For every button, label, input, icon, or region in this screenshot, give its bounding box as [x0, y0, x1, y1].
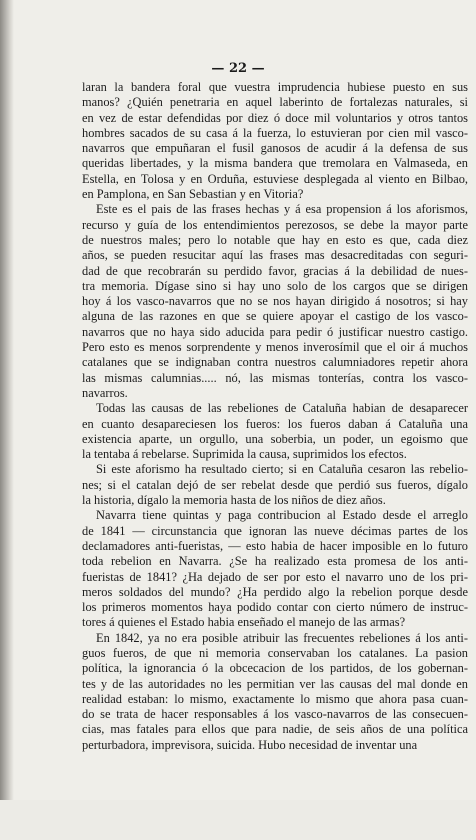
text-line: política, la ignorancia ó la obcecacion de los partidos, de los gobernan- — [82, 661, 468, 676]
text-line: los primeros momentos haya podido contar con cierto número de instruc- — [82, 600, 468, 615]
text-line: navarros. — [82, 385, 128, 400]
text-line: Todas las causas de las rebeliones de Cataluña habian de desaparecer — [96, 401, 468, 416]
text-line: navarros que no haya sido aducida para pedir ó justificar nuestro castigo. — [82, 324, 468, 339]
text-line: cias, mas fatales para ellos que para nadie, de seis años de una política — [82, 722, 468, 737]
text-line: dad de que recobrarán su perdido favor, gracias á la debilidad de nues- — [82, 263, 468, 278]
paragraph — [82, 462, 468, 508]
paragraph — [82, 202, 468, 401]
text-line: manos? ¿Quién penetraria en aquel laberinto de fortalezas naturales, si — [82, 95, 468, 110]
bottom-margin — [0, 800, 476, 840]
text-line: realidad estaban: lo mismo, exactamente lo mismo que ahora pasa cuan- — [82, 691, 468, 706]
paragraph — [82, 631, 468, 753]
text-line: la historia, dígalo la memoria hasta de los niños de diez años. — [82, 493, 386, 508]
text-line: en cuanto desapareciesen los fueros: los fueros daban á Cataluña una — [82, 416, 468, 431]
text-line: Este es el pais de las frases hechas y á esa propension á los aforismos, — [96, 202, 468, 217]
text-line: nes; si el catalan dejó de ser rebelat desde que perdió sus fueros, dígalo — [82, 477, 468, 492]
text-line: en vez de estar defendidas por diez ó doce mil voluntarios y otros tantos — [82, 110, 468, 125]
text-line: do se trata de hacer responsables á los vasco-navarros de las consecuen- — [82, 707, 468, 722]
text-line: existencia aparte, un orgullo, una soberbia, un poder, un egoismo que — [82, 431, 468, 446]
text-line: de 1841 — circunstancia que ignoran las nueve décimas partes de los — [82, 523, 468, 538]
text-line: toda rebelion en Navarra. ¿Se ha realizado esta promesa de los anti- — [82, 554, 468, 569]
text-line: tra memoria. Dígase sino si hay uno solo de los cargos que se dirigen — [82, 278, 468, 293]
paragraph — [82, 80, 468, 202]
text-line: tores á quienes el Estado habia enseñado el manejo de las armas? — [82, 615, 406, 630]
text-line: años, se pueden resucitar aquí las frases mas desacreditadas con seguri- — [82, 248, 468, 263]
text-line: tes y de las autoridades no les permitian ver las causas del mal donde en — [82, 676, 468, 691]
text-line: hombres sacados de su casa á la fuerza, lo estuvieran por cien mil vasco- — [82, 125, 468, 140]
text-line: las mismas calumnias..... nó, las mismas tonterías, contra los vasco- — [82, 370, 468, 385]
text-line: navarros que empuñaran el fusil ganosos de acudir á la defensa de sus — [82, 141, 468, 156]
text-line: alguna de las razones en que se quiere apoyar el castigo de los vasco- — [82, 309, 468, 324]
text-line: perturbadora, imprevisora, suicida. Hubo necesidad de inventar una — [82, 737, 418, 752]
text-line: recurso y guía de los entendimientos perezosos, se debe la mayor parte — [82, 217, 468, 232]
text-line: En 1842, ya no era posible atribuir las frecuentes rebeliones á los anti- — [96, 630, 468, 645]
text-line: laran la bandera foral que vuestra imprudencia hubiese puesto en sus — [82, 80, 468, 94]
text-line: Si este aforismo ha resultado cierto; si en Cataluña cesaron las rebelio- — [96, 462, 468, 477]
page-gutter-shadow — [0, 0, 14, 840]
paragraph — [82, 508, 468, 630]
text-line: Navarra tiene quintas y paga contribucion al Estado desde el arreglo — [96, 508, 468, 523]
body-text — [82, 80, 468, 753]
text-line: guos fueros, de que ni memoria conservaban los catalanes. La pasion — [82, 645, 468, 660]
text-line: Estella, en Tolosa y en Orduña, estuviese desplegada al viento en Bilbao, — [82, 171, 468, 186]
text-line: catalanes que se indignaban contra nuestros calumniadores repetir ahora — [82, 355, 468, 370]
text-line: en Pamplona, en San Sebastian y en Vitoria? — [82, 187, 304, 202]
text-line: de nuestros males; pero lo notable que hay en esto es que, cada diez — [82, 232, 468, 247]
text-line: la tentaba á rebelarse. Suprimida la causa, suprimidos los efectos. — [82, 447, 407, 462]
page-number: — 22 — — [211, 61, 265, 76]
text-line: queridas libertades, y la misma bandera que tremolara en Valmaseda, en — [82, 156, 468, 171]
text-line: fueristas de 1841? ¿Ha dejado de ser por esto el navarro uno de los pri- — [82, 569, 468, 584]
text-line: hoy á los vasco-navarros que no se nos hayan dirigido á nosotros; si hay — [82, 294, 468, 309]
text-line: Pero esto es menos sorprendente y menos inverosímil que el oir á muchos — [82, 340, 468, 355]
text-line: meros soldados del mundo? ¿Ha perdido algo la rebelion porque desde — [82, 584, 468, 599]
paragraph — [82, 401, 468, 462]
text-line: declamadores anti-fueristas, — esto habia de hacer imposible en lo futuro — [82, 538, 468, 553]
